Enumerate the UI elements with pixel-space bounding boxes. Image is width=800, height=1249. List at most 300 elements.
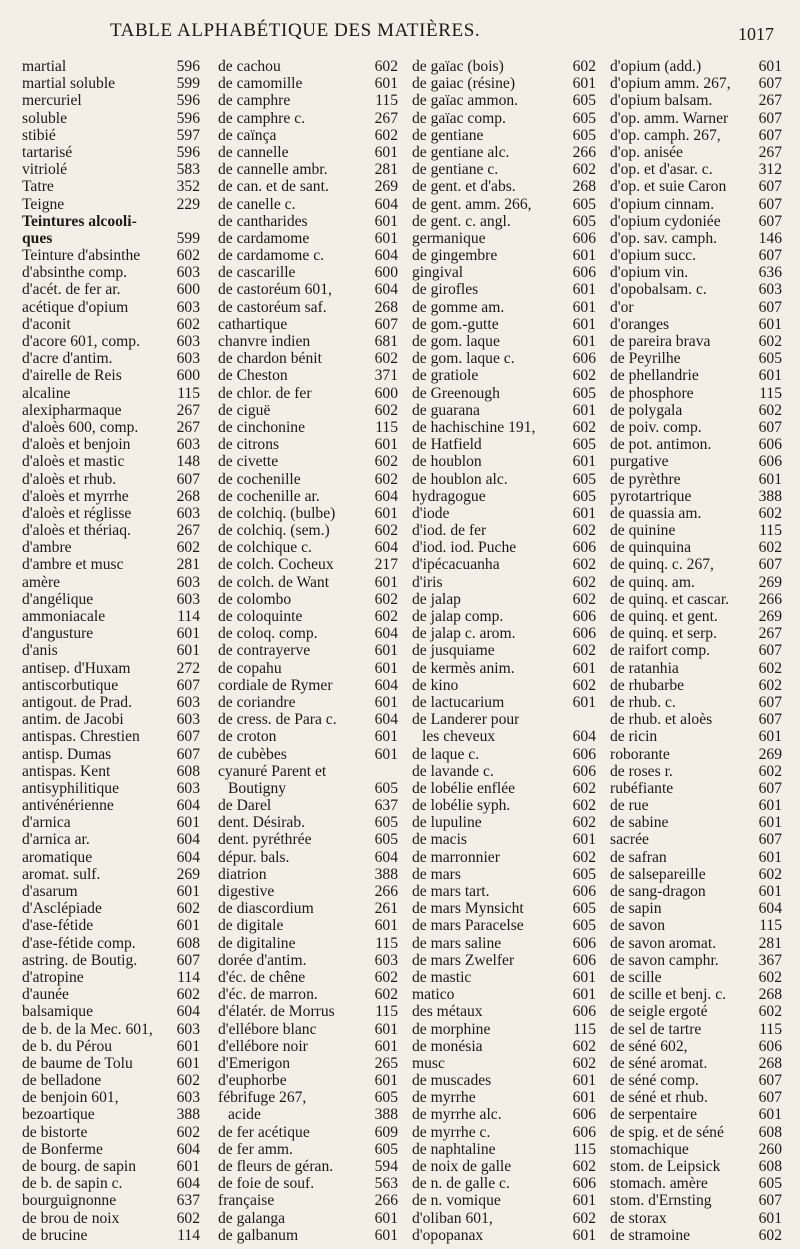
entry-page-ref: 352 <box>176 178 200 196</box>
entry-page-ref: 601 <box>572 75 596 93</box>
index-entry <box>610 642 782 659</box>
entry-term: de kermès anim. <box>412 659 515 677</box>
entry-term: de lobélie enflée <box>412 779 516 797</box>
index-entry <box>218 625 398 642</box>
entry-term: de copahu <box>218 659 282 677</box>
entry-term: de quinq. am. <box>610 573 695 591</box>
entry-term: ammoniacale <box>22 608 106 625</box>
entry-page-ref: 388 <box>374 865 398 883</box>
entry-page-ref: 388 <box>758 487 782 505</box>
index-entry <box>412 746 596 763</box>
index-entry <box>22 75 200 92</box>
entry-page-ref: 607 <box>374 315 398 333</box>
index-entry <box>218 797 398 814</box>
entry-page-ref: 605 <box>572 195 596 213</box>
entry-term: de camomille <box>218 75 303 93</box>
entry-page-ref: 604 <box>758 900 782 918</box>
entry-page-ref: 607 <box>758 126 782 144</box>
index-entry <box>22 58 200 75</box>
entry-term: de cascarille <box>218 264 296 282</box>
entry-page-ref: 115 <box>573 1020 596 1038</box>
entry-term: de cochenille <box>218 470 301 488</box>
entry-term: de contrayerve <box>218 642 311 660</box>
entry-page-ref: 605 <box>758 350 782 368</box>
entry-term: d'oliban 601, <box>412 1209 493 1227</box>
entry-page-ref: 601 <box>572 315 596 333</box>
entry-page-ref: 601 <box>758 315 782 333</box>
index-entry <box>610 402 782 419</box>
entry-term: de jusquiame <box>412 642 495 660</box>
entry-page-ref: 607 <box>758 298 782 316</box>
entry-page-ref: 606 <box>572 762 596 780</box>
index-entry <box>412 900 596 917</box>
entry-term: de benjoin 601, <box>22 1089 119 1107</box>
entry-term: de ratanhia <box>610 659 679 677</box>
entry-term: de seigle ergoté <box>610 1003 708 1021</box>
entry-page-ref: 603 <box>176 333 200 350</box>
index-entry <box>218 161 398 178</box>
entry-term: musc <box>412 1054 445 1072</box>
index-entry <box>22 110 200 127</box>
index-entry <box>610 935 782 952</box>
entry-term: d'ase-fétide <box>22 917 94 935</box>
index-entry <box>412 367 596 384</box>
entry-term: de polygala <box>610 401 683 419</box>
index-entry <box>412 92 596 109</box>
entry-page-ref: 217 <box>374 556 398 574</box>
index-entry <box>412 642 596 659</box>
entry-term: de gom. laque c. <box>412 350 515 368</box>
entry-page-ref: 601 <box>374 143 398 161</box>
index-entry <box>218 694 398 711</box>
index-entry <box>412 1158 596 1175</box>
entry-term: de gom. laque <box>412 333 500 350</box>
entry-term: de cannelle ambr. <box>218 161 328 179</box>
entry-term: de sabine <box>610 814 669 832</box>
index-entry <box>218 1192 398 1209</box>
entry-term: soluble <box>22 109 68 127</box>
entry-page-ref: 388 <box>176 1106 200 1124</box>
entry-page-ref: 229 <box>176 195 200 213</box>
entry-page-ref: 601 <box>572 1192 596 1210</box>
entry-term: de gom.-gutte <box>412 315 499 333</box>
index-entry <box>412 127 596 144</box>
entry-page-ref: 115 <box>375 1003 398 1021</box>
index-entry <box>412 831 596 848</box>
index-entry <box>412 986 596 1003</box>
entry-page-ref: 602 <box>572 797 596 815</box>
entry-page-ref: 601 <box>374 1209 398 1227</box>
entry-term: dépur. bals. <box>218 848 290 866</box>
entry-term: de cardamome <box>218 229 310 247</box>
index-entry <box>412 178 596 195</box>
entry-term: de savon <box>610 917 665 935</box>
entry-term: antigout. de Prad. <box>22 693 133 711</box>
index-entry <box>412 75 596 92</box>
entry-page-ref: 607 <box>758 779 782 797</box>
index-entry <box>218 453 398 470</box>
entry-term: d'ambre <box>22 539 72 557</box>
index-entry <box>610 849 782 866</box>
index-entry <box>610 230 782 247</box>
entry-page-ref: 601 <box>374 1226 398 1244</box>
entry-term: stomach. amère <box>610 1175 708 1193</box>
entry-term: d'aloès et benjoin <box>22 436 131 454</box>
entry-page-ref: 607 <box>758 1089 782 1107</box>
index-entry <box>218 763 398 780</box>
index-entry <box>218 230 398 247</box>
entry-term: martial soluble <box>22 75 116 93</box>
entry-page-ref: 601 <box>758 58 782 75</box>
entry-term: d'opium cinnam. <box>610 195 715 213</box>
entry-page-ref: 596 <box>176 58 200 75</box>
index-entry <box>412 935 596 952</box>
entry-term: d'ase-fétide comp. <box>22 934 136 952</box>
entry-page-ref: 606 <box>572 1175 596 1193</box>
index-entry <box>218 471 398 488</box>
index-entry <box>22 1175 200 1192</box>
entry-page-ref: 602 <box>572 590 596 608</box>
entry-term: de rhubarbe <box>610 676 685 694</box>
entry-term: de fer acétique <box>218 1123 310 1141</box>
entry-page-ref: 601 <box>176 1158 200 1175</box>
index-entry <box>610 728 782 745</box>
index-entry <box>412 505 596 522</box>
index-entry <box>218 281 398 298</box>
entry-term: d'aunée <box>22 986 69 1004</box>
entry-term: Tatre <box>22 178 54 196</box>
entry-page-ref: 606 <box>572 539 596 557</box>
entry-term: d'aloès 600, comp. <box>22 418 139 436</box>
entry-term: de jalap c. arom. <box>412 625 516 643</box>
index-entry <box>610 711 782 728</box>
entry-page-ref: 114 <box>177 1226 200 1244</box>
index-entry <box>610 900 782 917</box>
index-entry <box>218 728 398 745</box>
entry-page-ref: 114 <box>177 608 200 625</box>
entry-page-ref: 601 <box>572 401 596 419</box>
entry-term: de camphre <box>218 92 291 110</box>
entry-term: de scille <box>610 968 662 986</box>
entry-term: de muscades <box>412 1072 492 1090</box>
index-entry <box>412 625 596 642</box>
entry-term: de belladone <box>22 1072 102 1090</box>
index-entry <box>610 453 782 470</box>
entry-term: les cheveux <box>422 728 496 746</box>
entry-page-ref: 607 <box>176 745 200 763</box>
entry-term: de galbanum <box>218 1226 299 1244</box>
entry-page-ref: 603 <box>176 436 200 454</box>
entry-term: balsamique <box>22 1003 94 1021</box>
index-entry <box>610 763 782 780</box>
entry-page-ref: 601 <box>572 1089 596 1107</box>
entry-page-ref: 605 <box>758 1175 782 1193</box>
entry-page-ref: 606 <box>572 951 596 969</box>
entry-page-ref: 607 <box>758 556 782 574</box>
index-entry <box>610 110 782 127</box>
entry-term: de myrrhe alc. <box>412 1106 502 1124</box>
entry-term: de cress. de Para c. <box>218 711 337 729</box>
entry-term: de quinq. et serp. <box>610 625 717 643</box>
entry-term: de gratiole <box>412 367 479 385</box>
entry-term: de mastic <box>412 968 472 986</box>
entry-page-ref: 602 <box>572 556 596 574</box>
index-entry <box>412 780 596 797</box>
index-entry <box>22 1124 200 1141</box>
entry-page-ref: 601 <box>572 298 596 316</box>
entry-term: d'acét. de fer ar. <box>22 281 121 299</box>
entry-term: d'iode <box>412 504 450 522</box>
index-entry <box>22 1038 200 1055</box>
index-entry <box>412 1141 596 1158</box>
index-entry <box>610 127 782 144</box>
entry-page-ref: 115 <box>375 934 398 952</box>
entry-term: bourguignonne <box>22 1192 117 1210</box>
index-entry <box>412 299 596 316</box>
index-entry <box>22 367 200 384</box>
entry-term: alexipharmaque <box>22 401 122 419</box>
entry-term: de rhub. c. <box>610 693 676 711</box>
entry-term: d'opium vin. <box>610 264 689 282</box>
entry-term: de b. de la Mec. 601, <box>22 1020 153 1038</box>
entry-term: cyanuré Parent et <box>218 762 327 780</box>
index-entry <box>22 935 200 952</box>
entry-page-ref: 608 <box>176 934 200 952</box>
index-entry <box>610 299 782 316</box>
index-entry <box>610 1175 782 1192</box>
index-entry <box>22 642 200 659</box>
entry-page-ref: 267 <box>176 418 200 436</box>
entry-term: de cubèbes <box>218 745 287 763</box>
entry-term: chanvre indien <box>218 333 311 350</box>
entry-page-ref: 609 <box>374 1123 398 1141</box>
index-entry <box>412 196 596 213</box>
entry-term: de rue <box>610 797 649 815</box>
entry-term: de colchiq. (bulbe) <box>218 504 336 522</box>
entry-term: rubéfiante <box>610 779 674 797</box>
index-entry <box>218 1124 398 1141</box>
entry-term: de lactucarium <box>412 693 505 711</box>
entry-term: d'atropine <box>22 968 84 986</box>
index-entry <box>22 677 200 694</box>
index-entry <box>22 969 200 986</box>
entry-page-ref: 601 <box>572 1072 596 1090</box>
entry-page-ref: 594 <box>374 1158 398 1175</box>
entry-page-ref: 583 <box>176 161 200 179</box>
index-entry <box>412 1124 596 1141</box>
index-entry <box>218 900 398 917</box>
entry-page-ref: 637 <box>176 1192 200 1210</box>
index-entry <box>610 144 782 161</box>
index-entry <box>218 110 398 127</box>
index-entry <box>22 350 200 367</box>
index-entry <box>412 763 596 780</box>
entry-page-ref: 602 <box>176 539 200 557</box>
index-entry <box>22 213 200 230</box>
index-entry <box>610 797 782 814</box>
entry-page-ref: 267 <box>758 625 782 643</box>
index-entry <box>22 1021 200 1038</box>
index-entry <box>22 196 200 213</box>
entry-page-ref: 601 <box>572 968 596 986</box>
entry-page-ref: 605 <box>374 1140 398 1158</box>
index-entry <box>610 367 782 384</box>
entry-page-ref: 607 <box>758 642 782 660</box>
entry-term: de lavande c. <box>412 762 494 780</box>
entry-term: pyrotartrique <box>610 487 692 505</box>
entry-term: de galanga <box>218 1209 286 1227</box>
entry-term: antivénérienne <box>22 797 114 815</box>
entry-page-ref: 637 <box>374 797 398 815</box>
entry-term: de séné comp. <box>610 1072 699 1090</box>
entry-term: de gentiane c. <box>412 161 499 179</box>
entry-term: de quinq. et cascar. <box>610 590 730 608</box>
entry-term: de sapin <box>610 900 662 918</box>
entry-page-ref: 602 <box>572 1037 596 1055</box>
entry-page-ref: 601 <box>374 728 398 746</box>
entry-term: de quinq. c. 267, <box>610 556 714 574</box>
entry-term: d'op. sav. camph. <box>610 229 718 247</box>
running-title: TABLE ALPHABÉTIQUE DES MATIÈRES. <box>110 20 481 41</box>
index-entry <box>412 660 596 677</box>
entry-term: de gent. amm. 266, <box>412 195 532 213</box>
entry-term: d'acre d'antim. <box>22 350 113 368</box>
index-entry <box>22 900 200 917</box>
entry-term: de ricin <box>610 728 658 746</box>
entry-term: de girofles <box>412 281 479 299</box>
index-entry <box>218 92 398 109</box>
entry-page-ref: 606 <box>758 1037 782 1055</box>
entry-page-ref: 606 <box>572 608 596 625</box>
entry-term: de coloq. comp. <box>218 625 318 643</box>
entry-page-ref: 603 <box>176 504 200 522</box>
index-entry <box>610 419 782 436</box>
entry-term: stom. de Leipsick <box>610 1158 721 1175</box>
entry-page-ref: 148 <box>176 453 200 471</box>
index-entry <box>22 797 200 814</box>
index-entry <box>412 677 596 694</box>
index-entry <box>218 952 398 969</box>
index-entry <box>610 574 782 591</box>
entry-term: digestive <box>218 883 275 900</box>
entry-page-ref: 267 <box>176 401 200 419</box>
entry-term: de civette <box>218 453 279 471</box>
index-entry <box>218 591 398 608</box>
index-entry <box>610 625 782 642</box>
entry-term: fébrifuge 267, <box>218 1089 307 1107</box>
entry-page-ref: 602 <box>758 539 782 557</box>
index-entry <box>218 969 398 986</box>
entry-term: de salsepareille <box>610 865 706 883</box>
entry-page-ref: 268 <box>758 986 782 1004</box>
entry-term: de canelle c. <box>218 195 296 213</box>
entry-page-ref: 601 <box>374 1072 398 1090</box>
index-entry <box>218 247 398 264</box>
entry-page-ref: 607 <box>758 711 782 729</box>
entry-term: de coloquinte <box>218 608 303 625</box>
index-entry <box>412 1072 596 1089</box>
index-entry <box>610 1210 782 1227</box>
entry-term: de scille et benj. c. <box>610 986 727 1004</box>
entry-term: d'aconit <box>22 315 71 333</box>
entry-page-ref: 605 <box>572 109 596 127</box>
index-entry <box>22 1055 200 1072</box>
entry-page-ref: 606 <box>758 453 782 471</box>
entry-page-ref: 605 <box>572 384 596 402</box>
entry-term: de quassia am. <box>610 504 702 522</box>
entry-term: de gentiane alc. <box>412 143 510 161</box>
index-entry <box>218 402 398 419</box>
index-entry <box>412 866 596 883</box>
entry-page-ref: 601 <box>374 917 398 935</box>
entry-page-ref: 601 <box>176 625 200 643</box>
index-entry <box>218 264 398 281</box>
index-entry <box>412 453 596 470</box>
entry-page-ref: 281 <box>758 934 782 952</box>
index-entry <box>610 814 782 831</box>
entry-term: d'angusture <box>22 625 94 643</box>
entry-page-ref: 604 <box>374 711 398 729</box>
entry-page-ref: 602 <box>374 350 398 368</box>
index-column-1 <box>22 58 200 1244</box>
index-entry <box>412 110 596 127</box>
index-entry <box>412 161 596 178</box>
entry-page-ref: 603 <box>176 711 200 729</box>
entry-term: de colchique c. <box>218 539 312 557</box>
entry-term: de coriandre <box>218 693 296 711</box>
entry-term: de bourg. de sapin <box>22 1158 137 1175</box>
index-entry <box>412 436 596 453</box>
entry-page-ref: 607 <box>758 195 782 213</box>
entry-term: de cinchonine <box>218 418 306 436</box>
entry-term: Teintures alcooli- <box>22 212 137 230</box>
entry-term: antisp. Dumas <box>22 745 112 763</box>
entry-page-ref: 606 <box>572 745 596 763</box>
index-entry <box>610 1192 782 1209</box>
entry-page-ref: 267 <box>758 143 782 161</box>
index-entry <box>22 1141 200 1158</box>
entry-page-ref: 603 <box>176 1089 200 1107</box>
entry-page-ref: 115 <box>375 418 398 436</box>
entry-page-ref: 268 <box>758 1054 782 1072</box>
entry-term: de digitale <box>218 917 284 935</box>
index-entry <box>610 917 782 934</box>
index-entry <box>218 316 398 333</box>
entry-page-ref: 269 <box>176 865 200 883</box>
index-entry <box>610 385 782 402</box>
entry-term: de colombo <box>218 590 292 608</box>
entry-term: aromat. sulf. <box>22 865 101 883</box>
index-entry <box>412 213 596 230</box>
entry-page-ref: 601 <box>758 883 782 900</box>
index-entry <box>22 299 200 316</box>
page-header <box>0 18 800 52</box>
entry-term: dent. Désirab. <box>218 814 306 832</box>
entry-term: antisyphilitique <box>22 779 120 797</box>
index-entry <box>610 264 782 281</box>
entry-page-ref: 600 <box>176 367 200 385</box>
entry-page-ref: 602 <box>572 642 596 660</box>
entry-page-ref: 115 <box>759 384 782 402</box>
index-column-3 <box>412 58 596 1244</box>
entry-term: d'opium succ. <box>610 247 696 265</box>
index-entry <box>610 677 782 694</box>
entry-term: de ciguë <box>218 401 271 419</box>
entry-term: d'opium amm. 267, <box>610 75 731 93</box>
entry-page-ref: 602 <box>374 126 398 144</box>
index-entry <box>610 316 782 333</box>
entry-term: de cardamome c. <box>218 247 325 265</box>
